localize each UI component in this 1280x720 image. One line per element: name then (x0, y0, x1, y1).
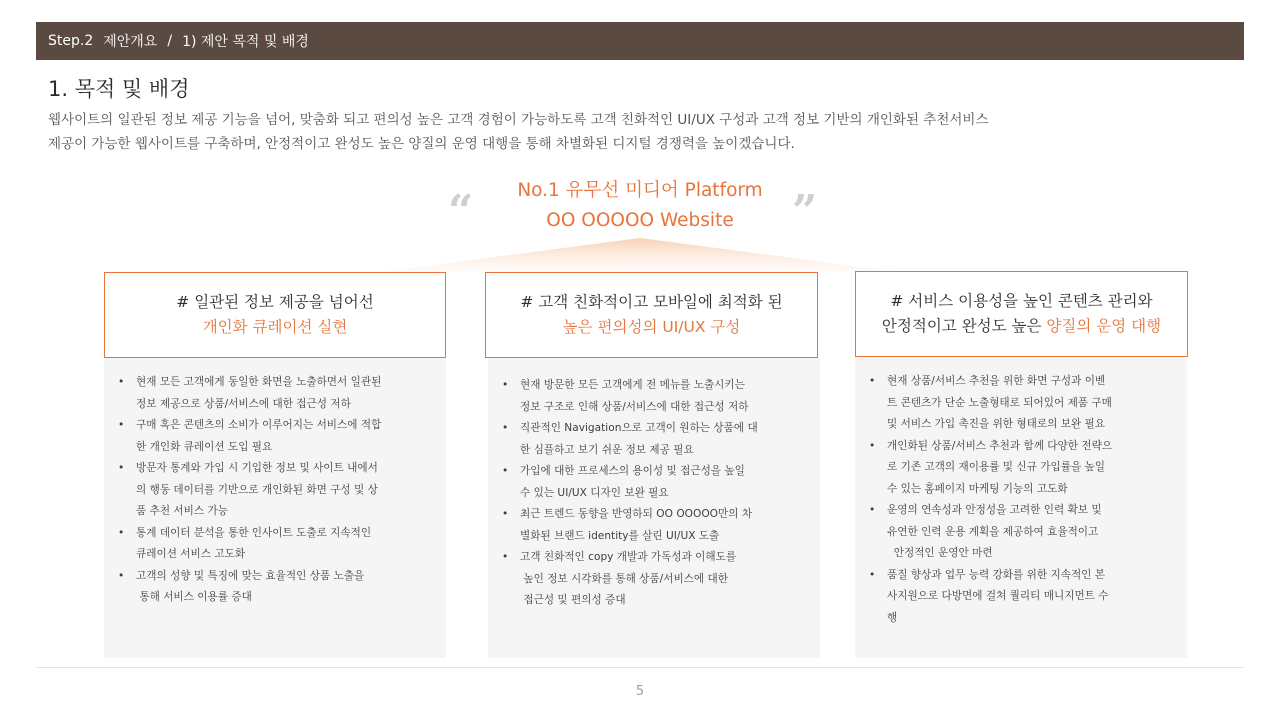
close-quote-icon: ” (792, 186, 818, 237)
bullet-line: • 운영의 연속성과 안정성을 고려한 인력 확보 및 (887, 504, 1102, 516)
bullet-line: • 고객 친화적인 copy 개발과 가독성과 이해도를 (520, 551, 737, 563)
bullet-line: 행 (887, 611, 898, 624)
intro-text (48, 108, 1218, 156)
breadcrumb-section: 제안개요 (103, 34, 158, 50)
bullet-line: • 직관적인 Navigation으로 고객이 원하는 상품에 대 (520, 422, 758, 434)
bullet-line: • 통계 데이터 분석을 통한 인사이트 도출로 지속적인 (136, 526, 372, 539)
card-3-title: # 서비스 이용성을 높인 콘텐츠 관리와 (890, 292, 1153, 310)
card-1-body (104, 358, 446, 658)
card-3-bullet-3 (869, 500, 1173, 565)
bullet-line: 한 심플하고 보기 쉬운 정보 제공 필요 (520, 443, 694, 456)
intro-line-2: 제공이 가능한 웹사이트를 구축하며, 안정적이고 완성도 높은 양질의 운영 대행을 통해 차별화된 디지털 경쟁력을 높이겠습니다. (48, 136, 795, 152)
slogan (440, 176, 840, 236)
breadcrumb-bar (36, 22, 1244, 60)
card-3-header (855, 271, 1188, 357)
bullet-line: 정보 구조로 인해 상품/서비스에 대한 접근성 저하 (520, 400, 749, 413)
card-2-bullet-4 (502, 504, 806, 547)
card-3-bullet-4 (869, 565, 1173, 630)
card-3-bullet-1 (869, 371, 1173, 436)
intro-line-1: 웹사이트의 일관된 정보 제공 기능을 넘어, 맞춤화 되고 편의성 높은 고객 경험이 가능하도록 고객 친화적인 UI/UX 구성과 고객 정보 기반의 개인화된 추천서비스 (48, 112, 989, 128)
card-2-bullet-3 (502, 461, 806, 504)
card-1-bullet-1 (118, 372, 432, 415)
card-2-title: # 고객 친화적이고 모바일에 최적화 된 (520, 293, 783, 311)
card-1-bullet-3 (118, 458, 432, 523)
bullet-line: 수 있는 UI/UX 디자인 보완 필요 (520, 486, 669, 499)
bullet-line: • 현재 상품/서비스 추천을 위한 화면 구성과 이벤 (887, 375, 1106, 387)
bullet-line: 별화된 브랜드 identity를 살린 UI/UX 도출 (520, 529, 720, 542)
bullet-line: • 구매 혹은 콘텐츠의 소비가 이루어지는 서비스에 적합 (136, 419, 382, 431)
bullet-line: 사지원으로 다방면에 걸쳐 퀄리티 매니지먼트 수 (887, 590, 1109, 602)
footer-divider (36, 667, 1244, 668)
card-3-bullet-2 (869, 436, 1173, 501)
bullet-line: 정보 제공으로 상품/서비스에 대한 접근성 저하 (136, 397, 351, 410)
card-2-bullet-5 (502, 547, 806, 612)
bullet-line: 높인 정보 시각화를 통해 상품/서비스에 대한 (520, 572, 728, 585)
breadcrumb-step: Step.2 (48, 33, 94, 49)
card-3-bullet-list (869, 371, 1173, 629)
bullet-line: 로 기존 고객의 재이용률 및 신규 가입률을 높일 (887, 461, 1106, 473)
bullet-line: 접근성 및 편의성 증대 (520, 594, 626, 606)
open-quote-icon: “ (448, 186, 474, 237)
bullet-line: 안정적인 운영안 마련 (887, 547, 993, 559)
bullet-line: • 최근 트렌드 동향을 반영하되 OO OOOOO만의 차 (520, 508, 753, 520)
slogan-line-1: No.1 유무선 미디어 Platform (517, 180, 763, 201)
bullet-line: • 품질 향상과 업무 능력 강화를 위한 지속적인 본 (887, 568, 1106, 581)
bullet-line: • 현재 모든 고객에게 동일한 화면을 노출하면서 일관된 (136, 376, 382, 388)
breadcrumb-subsection: 1) 제안 목적 및 배경 (182, 34, 309, 50)
page-number: 5 (635, 684, 645, 699)
slogan-line-2: OO OOOOO Website (546, 210, 734, 231)
card-2-bullet-1 (502, 375, 806, 418)
card-2-body (488, 358, 820, 658)
card-3-title-plain: 안정적이고 완성도 높은 (881, 317, 1047, 335)
slogan-fan-shape (380, 238, 900, 272)
card-2-bullet-list (502, 375, 806, 612)
card-1-header (104, 272, 446, 358)
bullet-line: 및 서비스 가입 촉진을 위한 형태로의 보완 필요 (887, 418, 1106, 430)
card-1-bullet-5 (118, 566, 432, 609)
card-3-title-accent: 양질의 운영 대행 (1046, 317, 1162, 335)
bullet-line: 수 있는 홈페이지 마케팅 기능의 고도화 (887, 482, 1068, 495)
card-3-title-line-2 (882, 314, 1161, 339)
bullet-line: 통해 서비스 이용률 증대 (136, 591, 252, 603)
card-1-bullet-list (118, 372, 432, 609)
card-1-title-accent: 개인화 큐레이션 실현 (202, 318, 348, 336)
page-title: 1. 목적 및 배경 (48, 77, 190, 101)
bullet-line: 유연한 인력 운용 계획을 제공하여 효율적이고 (887, 525, 1099, 538)
card-1-title: # 일관된 정보 제공을 넘어선 (176, 293, 374, 311)
bullet-line: • 고객의 성향 및 특징에 맞는 효율적인 상품 노출을 (136, 569, 365, 582)
card-2-bullet-2 (502, 418, 806, 461)
card-3-body (855, 357, 1187, 658)
card-1-bullet-2 (118, 415, 432, 458)
bullet-line: 의 행동 데이터를 기반으로 개인화된 화면 구성 및 상 (136, 483, 378, 496)
bullet-line: • 현재 방문한 모든 고객에게 전 메뉴를 노출시키는 (520, 379, 745, 391)
breadcrumb-separator: / (167, 33, 173, 49)
bullet-line: 큐레이션 서비스 고도화 (136, 548, 246, 560)
bullet-line: 품 추천 서비스 가능 (136, 505, 228, 517)
bullet-line: • 방문자 통계와 가입 시 기입한 정보 및 사이트 내에서 (136, 462, 378, 474)
bullet-line: • 가입에 대한 프로세스의 용이성 및 접근성을 높일 (520, 465, 745, 477)
bullet-line: 트 콘텐츠가 단순 노출형태로 되어있어 제품 구매 (887, 396, 1112, 409)
card-2-header (485, 272, 818, 358)
card-2-title-accent: 높은 편의성의 UI/UX 구성 (562, 318, 741, 336)
card-1-bullet-4 (118, 523, 432, 566)
bullet-line: • 개인화된 상품/서비스 추천과 함께 다양한 전략으 (887, 439, 1113, 452)
bullet-line: 한 개인화 큐레이션 도입 필요 (136, 440, 273, 453)
